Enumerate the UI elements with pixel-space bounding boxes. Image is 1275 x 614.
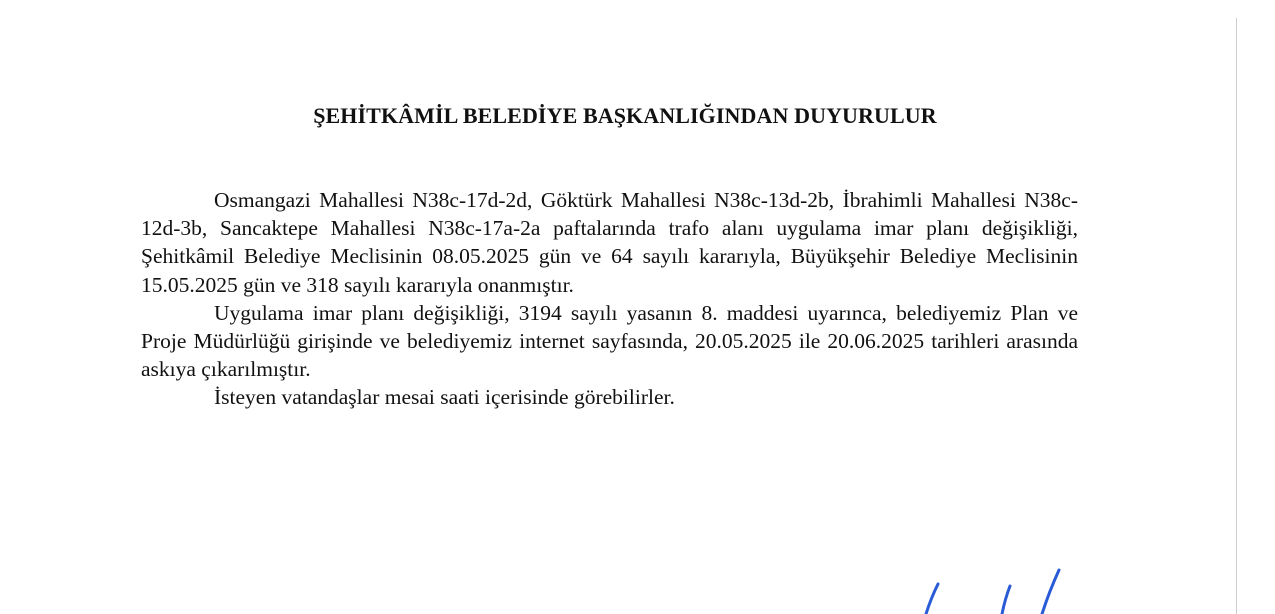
document-title: ŞEHİTKÂMİL BELEDİYE BAŞKANLIĞINDAN DUYURULUR bbox=[313, 103, 937, 128]
paragraph-notice: İsteyen vatandaşlar mesai saati içerisinde görebilirler. bbox=[214, 385, 675, 410]
signature-icon bbox=[918, 566, 1068, 614]
paragraph-approval: Osmangazi Mahallesi N38c-17d-2d, Göktürk Mahallesi N38c-13d-2b, İbrahimli Mahallesi N38c-12d-3b, Sancaktepe Mahallesi N38c-17a-2a paftalarında trafo alanı uygulama imar planı değişikliği, Şehitkâmil Belediye Meclisinin 08.05.2025 gün ve 64 sayılı kararıyla, Büyükşehir Belediye Meclisinin 15.05.2025 gün ve 318 sayılı kararıyla onanmıştır. bbox=[141, 188, 1078, 297]
document-body bbox=[141, 186, 1078, 412]
paragraph-exhibition: Uygulama imar planı değişikliği, 3194 sayılı yasanın 8. maddesi uyarınca, belediyemiz Plan ve Proje Müdürlüğü girişinde ve belediyemiz internet sayfasında, 20.05.2025 ile 20.06.2025 tarihleri arasında askıya çıkarılmıştır. bbox=[141, 300, 1078, 382]
